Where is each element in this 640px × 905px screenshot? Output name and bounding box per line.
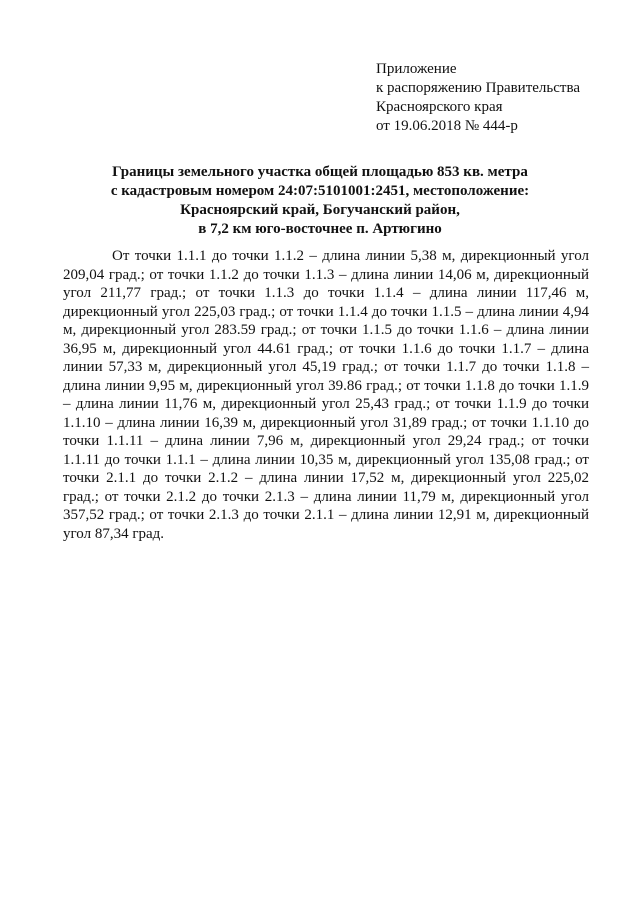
- document-title: [60, 163, 580, 239]
- appendix-region: Красноярского края: [376, 99, 503, 115]
- appendix-date-number: от 19.06.2018 № 444-р: [376, 118, 518, 134]
- appendix-order-reference: к распоряжению Правительства: [376, 80, 581, 96]
- title-line-3: Красноярский край, Богучанский район,: [180, 202, 460, 218]
- title-line-2: с кадастровым номером 24:07:5101001:2451, местоположение:: [110, 183, 530, 199]
- boundary-description-paragraph: От точки 1.1.1 до точки 1.1.2 – длина линии 5,38 м, дирекционный угол 209,04 град.; от точки 1.1.2 до точки 1.1.3 – длина линии 14,06 м, дирекционный угол 211,77 град.; от точки 1.1.3 до точки 1.1.4 – длина линии 117,46 м, дирекционный угол 225,03 град.; от точки 1.1.4 до точки 1.1.5 – длина линии 4,94 м, дирекционный угол 283.59 град.; от точки 1.1.5 до точки 1.1.6 – длина линии 36,95 м, дирекционный угол 44.61 град.; от точки 1.1.6 до точки 1.1.7 – длина линии 57,33 м, дирекционный угол 45,19 град.; от точки 1.1.7 до точки 1.1.8 – длина линии 9,95 м, дирекционный угол 39.86 град.; от точки 1.1.8 до точки 1.1.9 – длина линии 11,76 м, дирекционный угол 25,43 град.; от точки 1.1.9 до точки 1.1.10 – длина линии 16,39 м, дирекционный угол 31,89 град.; от точки 1.1.10 до точки 1.1.11 – длина линии 7,96 м, дирекционный угол 29,24 град.; от точки 1.1.11 до точки 1.1.1 – длина линии 10,35 м, дирекционный угол 135,08 град.; от точки 2.1.1 до точки 2.1.2 – длина линии 17,52 м, дирекционный угол 225,02 град.; от точки 2.1.2 до точки 2.1.3 – длина линии 11,79 м, дирекционный угол 357,52 град.; от точки 2.1.3 до точки 2.1.1 – длина линии 12,91 м, дирекционный угол 87,34 град.: [63, 248, 589, 542]
- appendix-label: Приложение: [376, 61, 457, 77]
- appendix-header: [376, 60, 626, 136]
- title-line-1: Границы земельного участка общей площадью 853 кв. метра: [112, 164, 528, 180]
- title-line-4: в 7,2 км юго-восточнее п. Артюгино: [198, 221, 442, 237]
